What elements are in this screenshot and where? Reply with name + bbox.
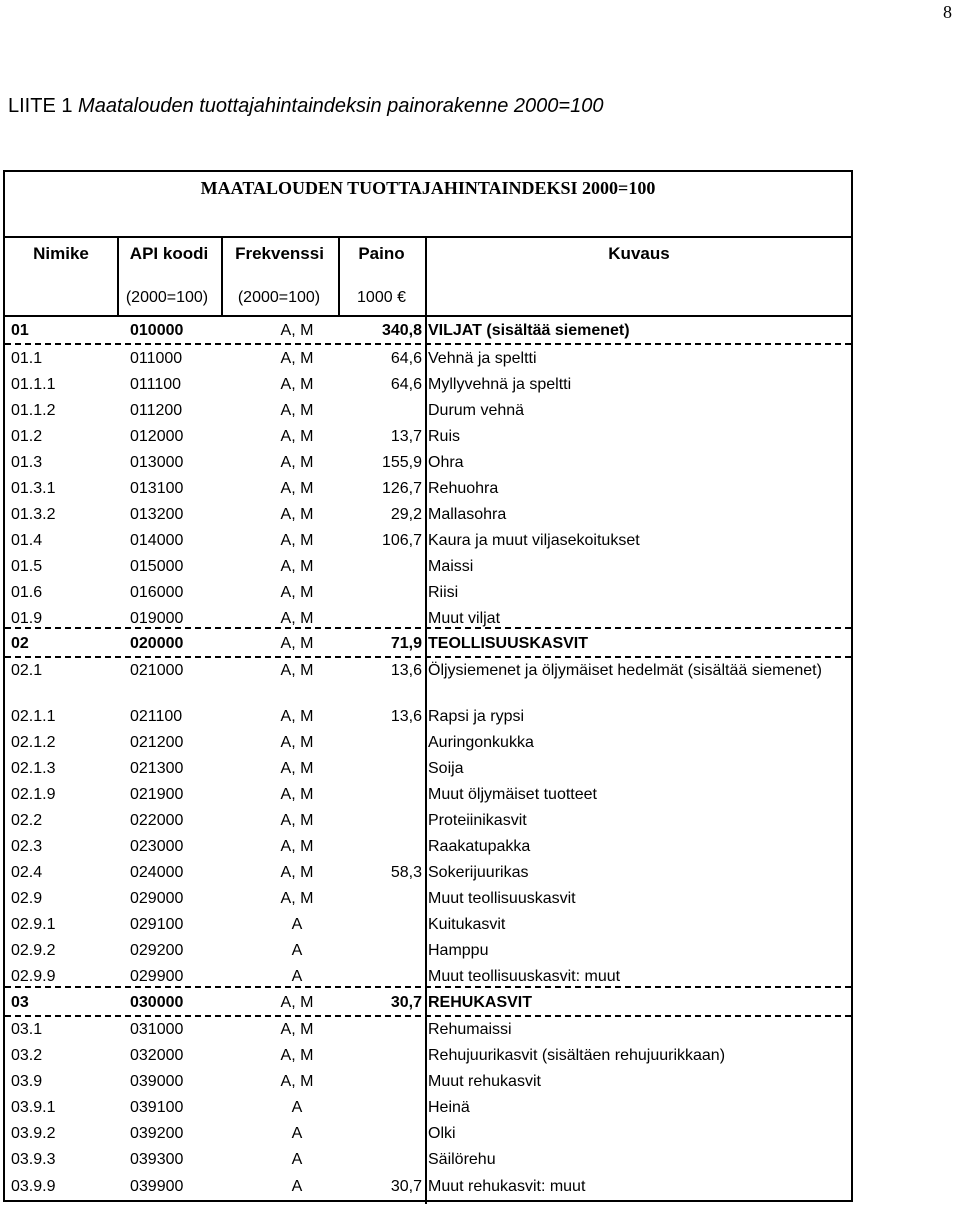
cell-frequency: A, M: [280, 1021, 314, 1038]
cell-description: REHUKASVIT: [428, 994, 533, 1011]
cell-api-code: 013100: [130, 480, 184, 497]
cell-description: Ohra: [428, 454, 464, 471]
group-separator: [5, 343, 851, 345]
table-row: [5, 398, 853, 423]
cell-api-code: 032000: [130, 1047, 184, 1064]
cell-code: 03.2: [11, 1047, 43, 1064]
cell-weight: 13,6: [390, 662, 422, 679]
header-paino: Paino: [358, 244, 405, 263]
cell-code: 01.1.2: [11, 402, 56, 419]
cell-api-code: 022000: [130, 812, 184, 829]
cell-api-code: 023000: [130, 838, 184, 855]
table-row: [5, 782, 853, 807]
table-row: [5, 554, 853, 579]
cell-code: 02.1: [11, 662, 43, 679]
cell-description: Öljysiemenet ja öljymäiset hedelmät (sisältää siemenet): [428, 662, 822, 679]
table-row: [5, 704, 853, 729]
cell-api-code: 021900: [130, 786, 184, 803]
cell-frequency: A, M: [280, 662, 314, 679]
cell-api-code: 013200: [130, 506, 184, 523]
table-row: [5, 860, 853, 885]
cell-description: Rehumaissi: [428, 1021, 512, 1038]
cell-code: 01.2: [11, 428, 43, 445]
cell-weight: 106,7: [381, 532, 422, 549]
table-row: [5, 631, 853, 656]
cell-frequency: A, M: [280, 635, 314, 652]
table-row: [5, 528, 853, 553]
cell-code: 03.9.3: [11, 1151, 56, 1168]
header-frekvenssi: Frekvenssi: [235, 244, 324, 263]
cell-description: Rapsi ja rypsi: [428, 708, 525, 725]
cell-description: Maissi: [428, 558, 474, 575]
cell-description: Riisi: [428, 584, 459, 601]
table-row: [5, 808, 853, 833]
cell-api-code: 021000: [130, 662, 184, 679]
cell-api-code: 030000: [130, 994, 184, 1011]
cell-weight: 155,9: [381, 454, 422, 471]
cell-api-code: 039100: [130, 1099, 184, 1116]
cell-code: 02.9.9: [11, 968, 56, 985]
cell-frequency: A, M: [280, 1073, 314, 1090]
cell-description: Vehnä ja speltti: [428, 350, 537, 367]
cell-frequency: A, M: [280, 454, 314, 471]
cell-api-code: 016000: [130, 584, 184, 601]
cell-api-code: 014000: [130, 532, 184, 549]
cell-frequency: A, M: [280, 838, 314, 855]
table-row: [5, 756, 853, 781]
cell-description: Muut teollisuuskasvit: [428, 890, 576, 907]
cell-api-code: 011100: [130, 376, 182, 393]
cell-code: 03.9: [11, 1073, 43, 1090]
appendix-title: [8, 95, 603, 118]
cell-api-code: 039900: [130, 1178, 184, 1195]
cell-code: 03.9.9: [11, 1178, 56, 1195]
cell-frequency: A, M: [280, 322, 314, 339]
group-separator: [5, 986, 851, 988]
table-row: [5, 450, 853, 475]
table-row: [5, 372, 853, 397]
cell-api-code: 020000: [130, 635, 184, 652]
cell-code: 01.4: [11, 532, 43, 549]
subheader-paino: 1000 €: [357, 289, 406, 306]
cell-code: 02.1.3: [11, 760, 56, 777]
cell-api-code: 019000: [130, 610, 184, 627]
cell-code: 02.9: [11, 890, 43, 907]
cell-code: 01.5: [11, 558, 43, 575]
cell-code: 01.3: [11, 454, 43, 471]
cell-code: 03: [11, 994, 29, 1011]
table-row: [5, 990, 853, 1015]
cell-description: Kuitukasvit: [428, 916, 506, 933]
cell-code: 01: [11, 322, 29, 339]
cell-description: Raakatupakka: [428, 838, 531, 855]
table-row: [5, 912, 853, 937]
cell-frequency: A, M: [280, 584, 314, 601]
cell-frequency: A, M: [280, 890, 314, 907]
cell-code: 02.2: [11, 812, 43, 829]
cell-description: Durum vehnä: [428, 402, 525, 419]
table-title: MAATALOUDEN TUOTTAJAHINTAINDEKSI 2000=100: [200, 178, 656, 198]
cell-frequency: A, M: [280, 610, 314, 627]
cell-frequency: A, M: [280, 402, 314, 419]
table-row: [5, 580, 853, 605]
cell-frequency: A, M: [280, 350, 314, 367]
cell-frequency: A, M: [280, 506, 314, 523]
cell-api-code: 010000: [130, 322, 184, 339]
cell-code: 02.1.1: [11, 708, 56, 725]
cell-description: Kaura ja muut viljasekoitukset: [428, 532, 640, 549]
cell-code: 02.3: [11, 838, 43, 855]
cell-description: Rehuohra: [428, 480, 499, 497]
cell-description: Muut rehukasvit: [428, 1073, 541, 1090]
cell-api-code: 039300: [130, 1151, 184, 1168]
cell-frequency: A, M: [280, 864, 314, 881]
cell-frequency: A, M: [280, 532, 314, 549]
cell-description: Säilörehu: [428, 1151, 496, 1168]
cell-api-code: 011200: [130, 402, 183, 419]
cell-frequency: A, M: [280, 1047, 314, 1064]
cell-code: 02.9.1: [11, 916, 56, 933]
cell-frequency: A: [291, 916, 303, 933]
cell-description: VILJAT (sisältää siemenet): [428, 322, 630, 339]
cell-description: TEOLLISUUSKASVIT: [428, 635, 589, 652]
cell-description: Myllyvehnä ja speltti: [428, 376, 572, 393]
cell-frequency: A, M: [280, 994, 314, 1011]
page-number: 8: [943, 2, 952, 22]
appendix-title-text: Maatalouden tuottajahintaindeksin painorakenne 2000=100: [78, 95, 604, 117]
table-row: [5, 938, 853, 963]
cell-frequency: A, M: [280, 480, 314, 497]
cell-api-code: 015000: [130, 558, 184, 575]
cell-frequency: A, M: [280, 734, 314, 751]
cell-api-code: 013000: [130, 454, 184, 471]
cell-description: Proteiinikasvit: [428, 812, 527, 829]
header-kuvaus: Kuvaus: [608, 244, 670, 263]
cell-code: 02: [11, 635, 29, 652]
cell-api-code: 021200: [130, 734, 184, 751]
cell-api-code: 039200: [130, 1125, 184, 1142]
subheader-api: (2000=100): [125, 289, 209, 306]
cell-description: Soija: [428, 760, 464, 777]
cell-weight: 64,6: [390, 350, 422, 367]
header-nimike: Nimike: [33, 244, 89, 263]
cell-code: 03.1: [11, 1021, 43, 1038]
cell-weight: 30,7: [390, 1178, 422, 1195]
table-row: [5, 1069, 853, 1094]
cell-frequency: A, M: [280, 558, 314, 575]
cell-frequency: A: [291, 1125, 303, 1142]
cell-code: 01.1.1: [11, 376, 56, 393]
cell-description: Muut öljymäiset tuotteet: [428, 786, 597, 803]
cell-code: 02.1.2: [11, 734, 56, 751]
cell-weight: 340,8: [381, 322, 422, 339]
subheader-frekvenssi: (2000=100): [237, 289, 321, 306]
cell-code: 02.4: [11, 864, 43, 881]
cell-frequency: A, M: [280, 376, 314, 393]
cell-description: Heinä: [428, 1099, 470, 1116]
cell-weight: 29,2: [390, 506, 422, 523]
table-row: [5, 502, 853, 527]
cell-code: 03.9.2: [11, 1125, 56, 1142]
cell-frequency: A, M: [280, 786, 314, 803]
cell-frequency: A: [291, 1151, 303, 1168]
cell-api-code: 031000: [130, 1021, 184, 1038]
weight-table: [3, 170, 853, 1202]
cell-api-code: 011000: [130, 350, 183, 367]
cell-description: Muut rehukasvit: muut: [428, 1178, 586, 1195]
cell-weight: 13,7: [390, 428, 422, 445]
table-row: [5, 1043, 853, 1068]
cell-frequency: A: [291, 968, 303, 985]
cell-code: 01.1: [11, 350, 43, 367]
table-row: [5, 424, 853, 449]
cell-api-code: 021100: [130, 708, 183, 725]
table-row: [5, 476, 853, 501]
cell-weight: 13,6: [390, 708, 422, 725]
cell-frequency: A: [291, 1099, 303, 1116]
table-row: [5, 886, 853, 911]
cell-code: 01.6: [11, 584, 43, 601]
cell-api-code: 021300: [130, 760, 184, 777]
table-row: [5, 1147, 853, 1172]
cell-api-code: 029100: [130, 916, 184, 933]
cell-description: Mallasohra: [428, 506, 507, 523]
table-row: [5, 346, 853, 371]
cell-description: Hamppu: [428, 942, 489, 959]
cell-code: 03.9.1: [11, 1099, 56, 1116]
cell-frequency: A, M: [280, 812, 314, 829]
table-row: [5, 318, 853, 343]
table-row: [5, 1174, 853, 1199]
cell-api-code: 024000: [130, 864, 184, 881]
table-row: [5, 1095, 853, 1120]
cell-code: 01.3.1: [11, 480, 56, 497]
cell-code: 01.9: [11, 610, 43, 627]
cell-weight: 30,7: [390, 994, 422, 1011]
cell-weight: 126,7: [381, 480, 422, 497]
cell-api-code: 029200: [130, 942, 184, 959]
table-row: [5, 658, 853, 683]
cell-description: Muut teollisuuskasvit: muut: [428, 968, 621, 985]
cell-weight: 64,6: [390, 376, 422, 393]
cell-api-code: 012000: [130, 428, 184, 445]
cell-code: 02.9.2: [11, 942, 56, 959]
cell-description: Ruis: [428, 428, 461, 445]
cell-frequency: A, M: [280, 428, 314, 445]
cell-description: Rehujuurikasvit (sisältäen rehujuurikkaan): [428, 1047, 726, 1064]
cell-code: 02.1.9: [11, 786, 56, 803]
cell-api-code: 029000: [130, 890, 184, 907]
cell-description: Auringonkukka: [428, 734, 534, 751]
table-row: [5, 834, 853, 859]
cell-code: 01.3.2: [11, 506, 56, 523]
cell-weight: 71,9: [390, 635, 422, 652]
cell-frequency: A, M: [280, 708, 314, 725]
table-row: [5, 730, 853, 755]
table-row: [5, 1121, 853, 1146]
cell-api-code: 029900: [130, 968, 184, 985]
cell-frequency: A: [291, 942, 303, 959]
table-row: [5, 1017, 853, 1042]
cell-frequency: A: [291, 1178, 303, 1195]
group-separator: [5, 627, 851, 629]
cell-description: Sokerijuurikas: [428, 864, 529, 881]
cell-api-code: 039000: [130, 1073, 184, 1090]
cell-weight: 58,3: [390, 864, 422, 881]
appendix-prefix: LIITE 1: [8, 95, 73, 117]
cell-description: Olki: [428, 1125, 456, 1142]
cell-description: Muut viljat: [428, 610, 501, 627]
header-api-koodi: API koodi: [129, 244, 209, 263]
cell-frequency: A, M: [280, 760, 314, 777]
